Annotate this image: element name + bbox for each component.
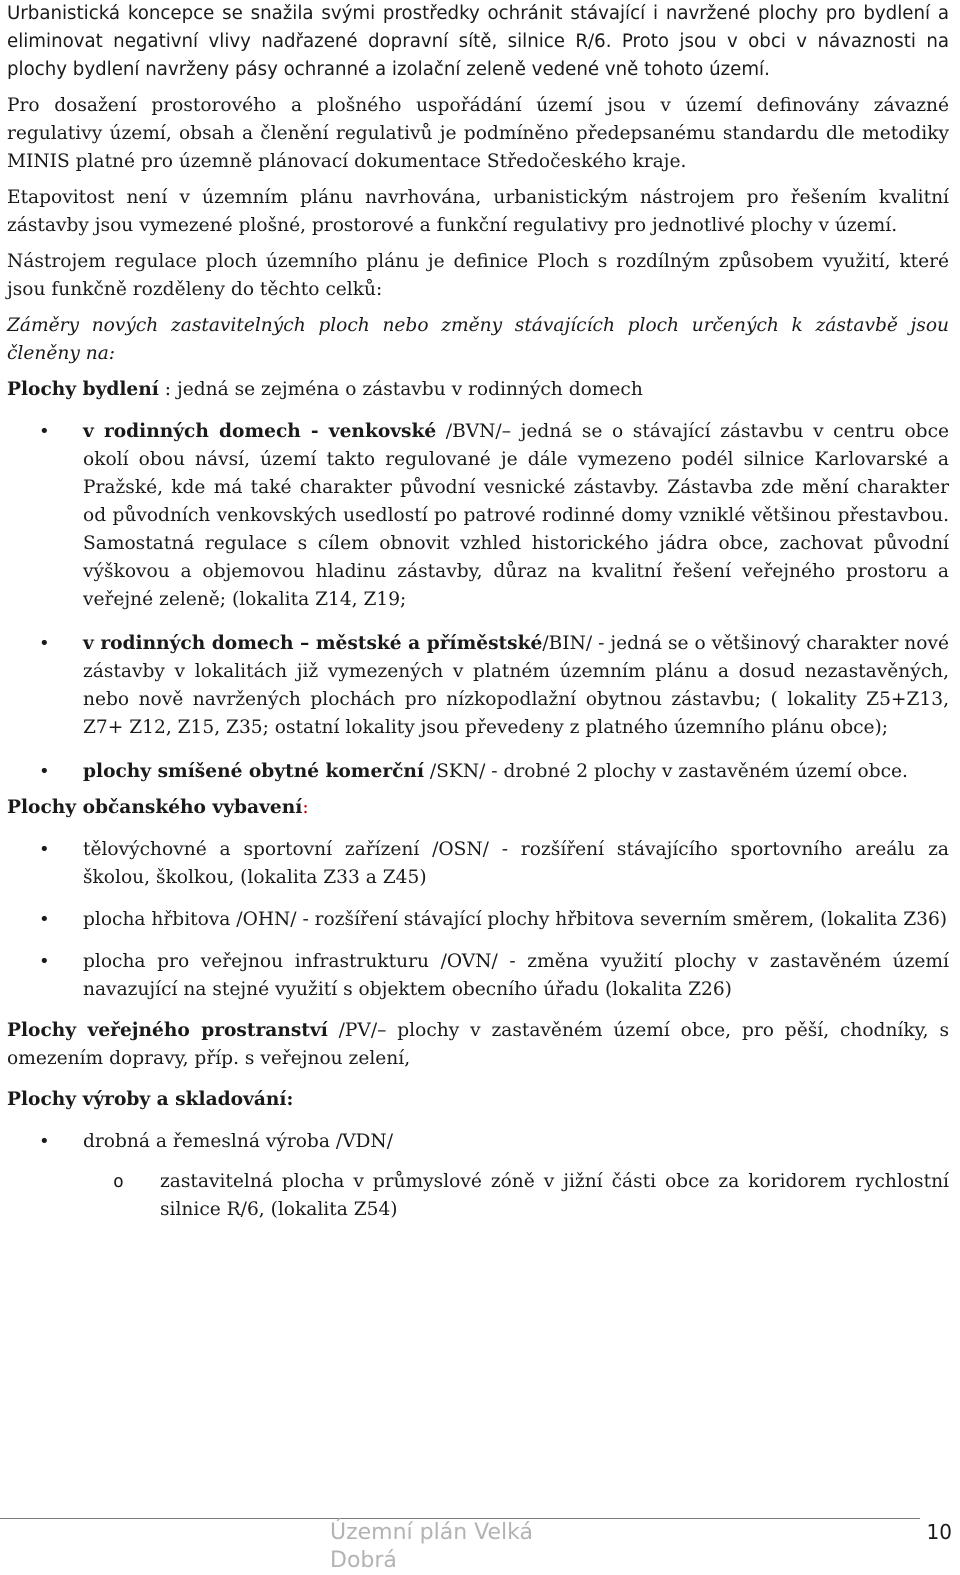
list-item: • plocha hřbitova /OHN/ - rozšíření stávající plochy hřbitova severním směrem, (lokalita Z36): [7, 906, 949, 934]
heading-bydleni: Plochy bydlení: [7, 379, 159, 400]
heading-colon: :: [302, 797, 309, 818]
item-text: /SKN/ - drobné 2 plochy v zastavěném území obce.: [424, 761, 908, 782]
section-obcanske: [7, 794, 949, 822]
obcanske-list: [7, 836, 949, 1004]
paragraph-intro: Urbanistická koncepce se snažila svými prostředky ochránit stávající i navržené plochy pro bydlení a eliminovat negativní vlivy nadřazené dopravní sítě, silnice R/6. Proto jsou v obci v návaznosti na plochy bydlení navrženy pásy ochranné a izolační zeleně vedené vně tohoto území.: [7, 3, 949, 80]
item-bold: plochy smíšené obytné komerční: [83, 761, 425, 782]
bydleni-text: : jedná se zejména o zástavbu v rodinných domech: [158, 379, 643, 400]
list-item: • plocha pro veřejnou infrastrukturu /OVN/ - změna využití plochy v zastavěném území navazující na stejné využití s objektem obecního úřadu (lokalita Z26): [7, 948, 949, 1004]
vyroba-heading-text: Plochy výroby a skladování:: [7, 1089, 294, 1110]
page-number: 10: [926, 1520, 952, 1544]
heading-vyroba: [7, 1086, 949, 1114]
page-content: [7, 0, 949, 1224]
paragraph-regulativy: Pro dosažení prostorového a plošného uspořádání území jsou v území definovány závazné regulativy území, obsah a členění regulativů je podmíněno předepsanému standardu dle metodiky MINIS platné pro územně plánovací dokumentace Středočeského kraje.: [7, 95, 949, 172]
heading-obcanske: Plochy občanského vybavení: [7, 797, 303, 818]
section-verejne: [7, 1017, 949, 1073]
list-subitem: o zastavitelná plocha v průmyslové zóně v jižní části obce za koridorem rychlostní silnice R/6, (lokalita Z54): [7, 1168, 949, 1224]
paragraph-nastrojem: Nástrojem regulace ploch územního plánu je definice Ploch s rozdílným způsobem využití, které jsou funkčně rozděleny do těchto celků:: [7, 251, 949, 300]
list-item: [7, 758, 949, 786]
item-text: /BIN/ - jedná se o většinový charakter nové zástavby v lokalitách již vymezených v platném územním plánu a dosud nezastavěných, nebo nově navržených plochách pro nízkopodlažní obytnou zástavbu; ( lokality Z5+Z13, Z7+ Z12, Z15, Z35; ostatní lokality jsou převedeny z platného územního plánu obce);: [83, 633, 949, 738]
heading-verejne: Plochy veřejného prostranství: [7, 1020, 328, 1041]
bydleni-list: [7, 418, 949, 786]
list-item: • drobná a řemeslná výroba /VDN/: [7, 1128, 949, 1156]
section-bydleni: [7, 376, 949, 404]
list-item: [7, 630, 949, 742]
paragraph-etapovitost: Etapovitost není v územním plánu navrhována, urbanistickým nástrojem pro řešením kvalitní zástavby jsou vymezené plošné, prostorové a funkční regulativy pro jednotlivé plochy v území.: [7, 187, 949, 236]
list-item: [7, 418, 949, 614]
list-item: • tělovýchovné a sportovní zařízení /OSN/ - rozšíření stávajícího sportovního areálu za školou, školkou, (lokalita Z33 a Z45): [7, 836, 949, 892]
verejne-text: /PV/– plochy v zastavěném území obce, pro pěší, chodníky, s omezením dopravy, příp. s veřejnou zelení,: [7, 1020, 950, 1069]
paragraph-zamery: Záměry nových zastavitelných ploch nebo změny stávajících ploch určených k zástavbě jsou členěny na:: [7, 315, 949, 364]
vyroba-list: [7, 1128, 949, 1224]
item-bold: v rodinných domech – městské a příměstské: [83, 633, 543, 654]
item-bold: v rodinných domech - venkovské: [83, 421, 437, 442]
item-text: /BVN/– jedná se o stávající zástavbu v centru obce okolí obou návsí, území takto regulované je dále vymezeno podél silnice Karlovarské a Pražské, kde má také charakter původní vesnické zástavby. Zástavba zde mění charakter od původních venkovských usedlostí po patrové rodinné domy vzniklé většinou přestavbou. Samostatná regulace s cílem obnovit vzhled historického jádra obce, zachovat původní výškovou a objemovou hladinu zástavby, důraz na kvalitní řešení veřejného prostoru a veřejné zeleně; (lokalita Z14, Z19;: [83, 421, 949, 610]
footer-title: Územní plán Velká Dobrá: [330, 1520, 533, 1573]
